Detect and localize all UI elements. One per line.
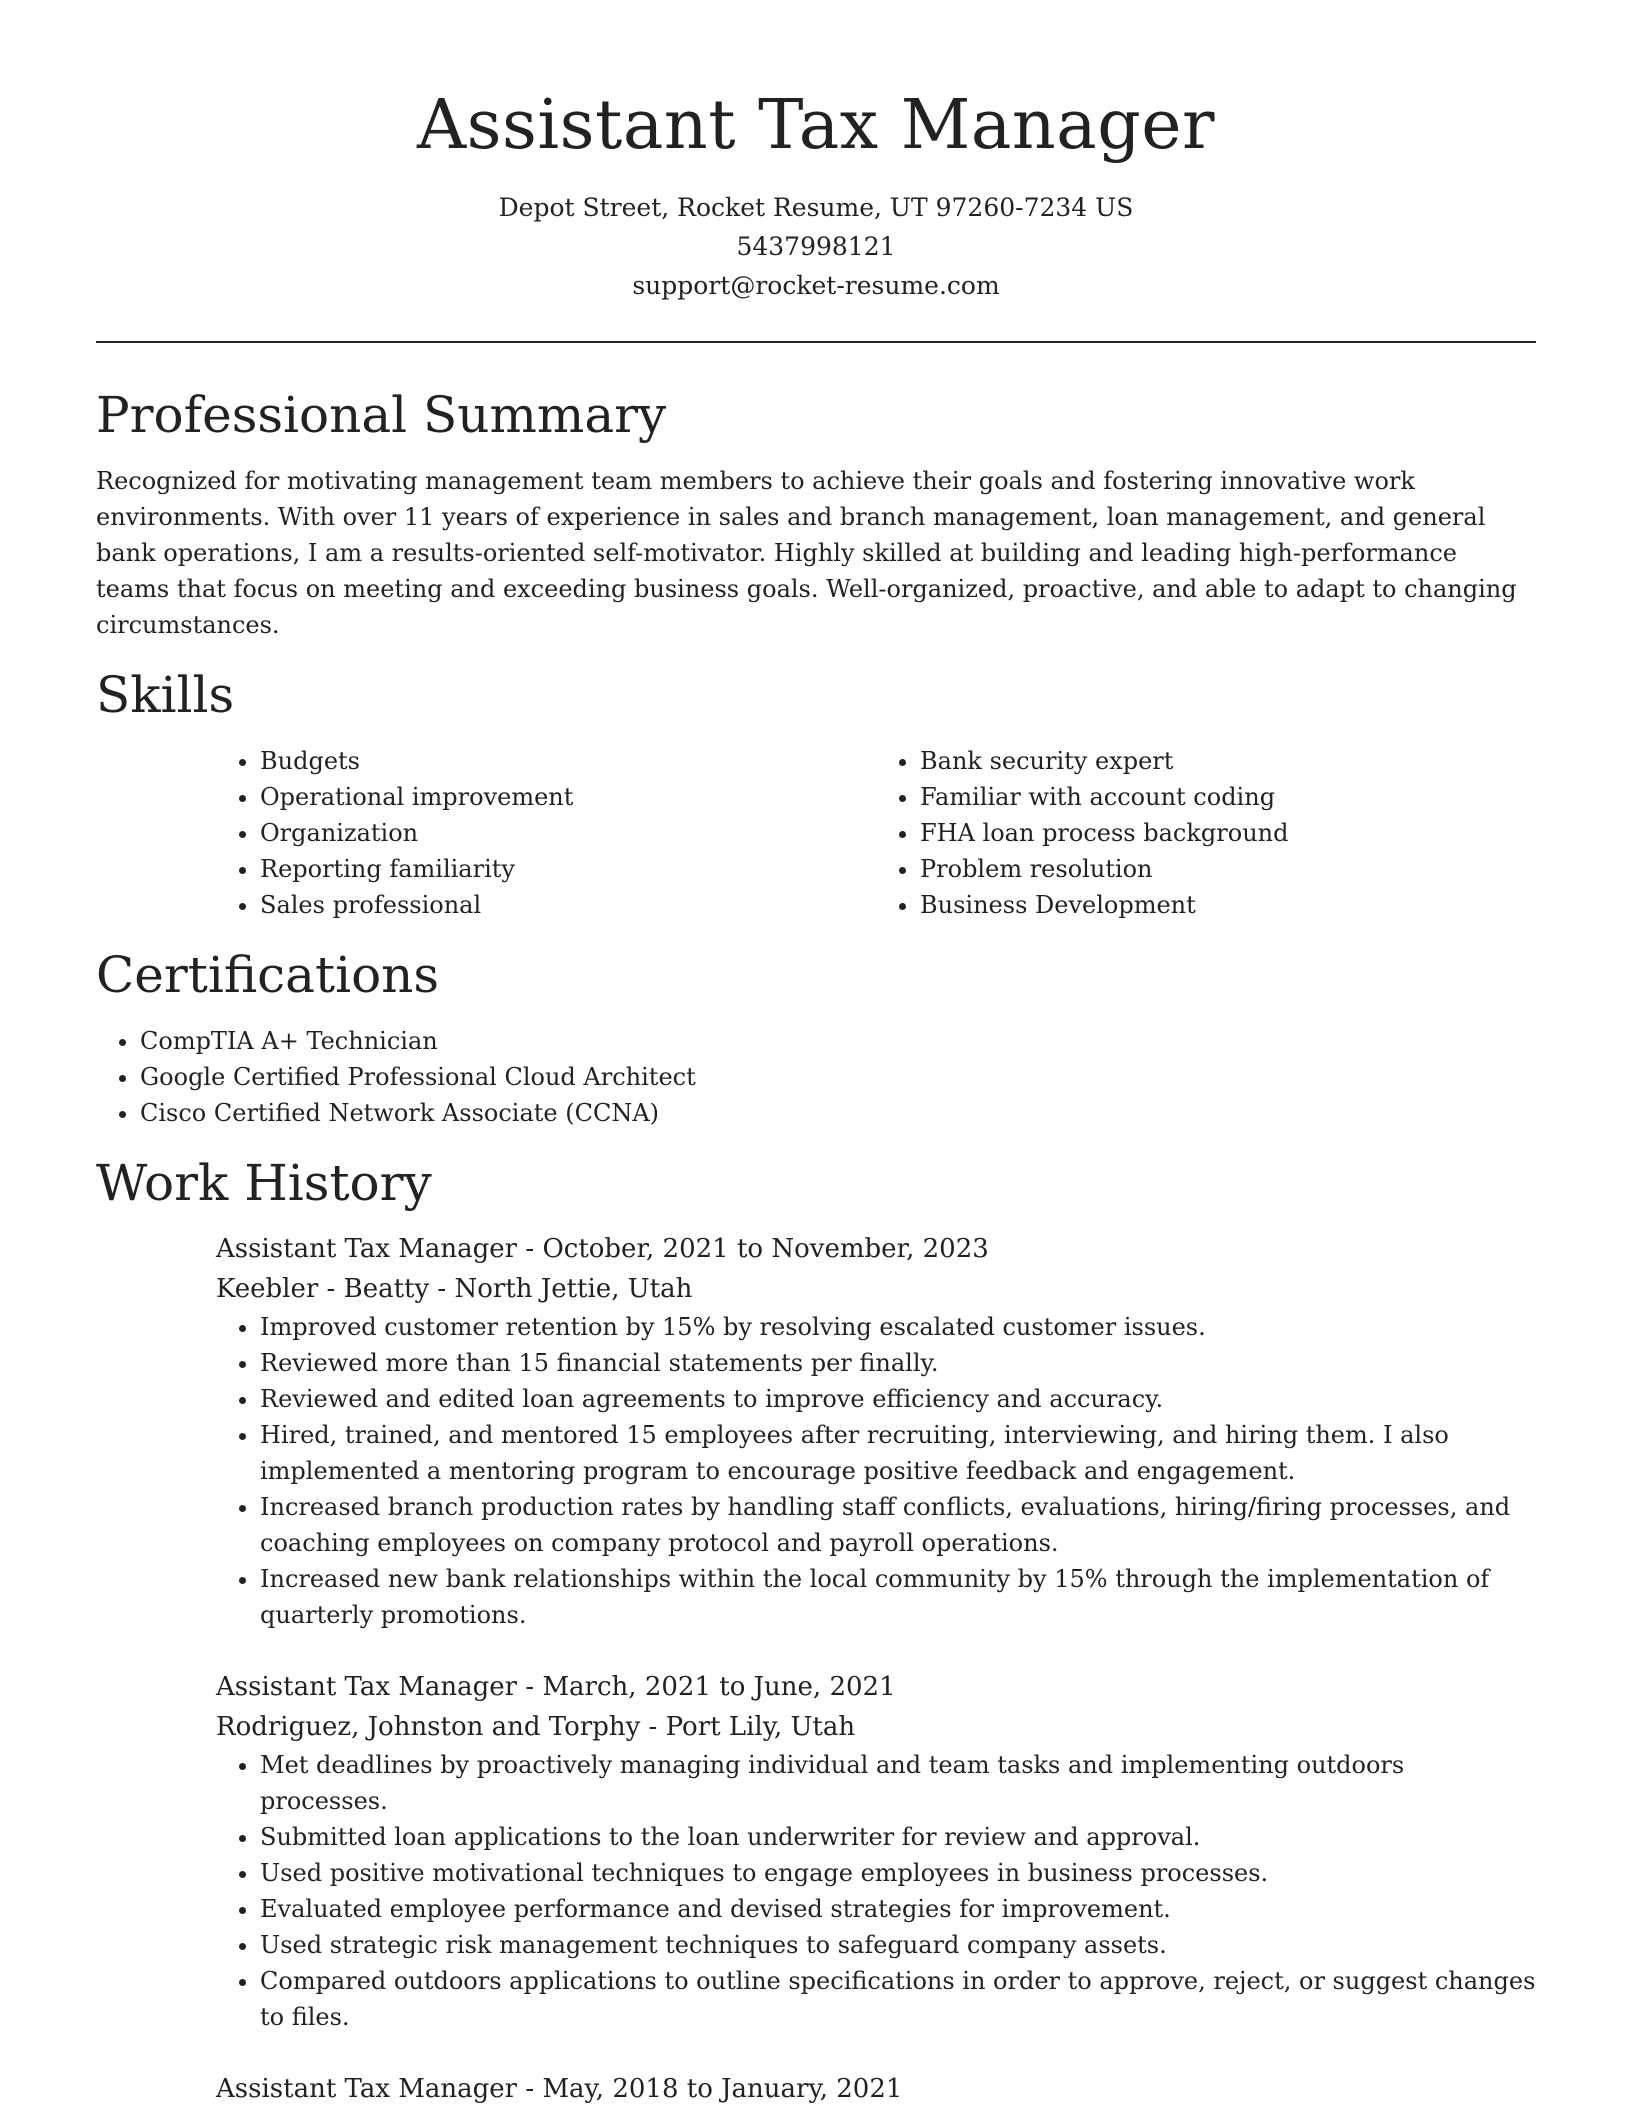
- job-title-line: Assistant Tax Manager - October, 2021 to November, 2023: [216, 1234, 989, 1264]
- job-title: Assistant Tax Manager: [216, 1234, 518, 1264]
- skills-list-left: [216, 743, 876, 923]
- job-title: Assistant Tax Manager: [216, 2074, 518, 2104]
- job-bullet: • Reviewed and edited loan agreements to improve efficiency and accuracy.: [260, 1381, 1536, 1417]
- work-history-section: [96, 1153, 1536, 2109]
- job-bullet: • Used strategic risk management techniques to safeguard company assets.: [260, 1927, 1536, 1963]
- email: support@rocket-resume.com: [632, 271, 1000, 300]
- job-bullet: • Evaluated employee performance and devised strategies for improvement.: [260, 1891, 1536, 1927]
- skill-item: • Reporting familiarity: [260, 851, 876, 887]
- job-bullet: • Reviewed more than 15 financial statements per finally.: [260, 1345, 1536, 1381]
- job-bullet: • Improved customer retention by 15% by resolving escalated customer issues.: [260, 1309, 1536, 1345]
- skill-item: • Sales professional: [260, 887, 876, 923]
- job-company-line: Rodriguez, Johnston and Torphy - Port Lily, Utah: [216, 1712, 856, 1742]
- phone: 5437998121: [736, 232, 896, 261]
- certification-item: • Cisco Certified Network Associate (CCNA): [140, 1095, 1536, 1131]
- job-bullets: [216, 1747, 1536, 2035]
- work-history-heading: Work History: [96, 1154, 432, 1212]
- certifications-heading: Certifications: [96, 946, 440, 1004]
- job-title-line: Assistant Tax Manager - May, 2018 to January, 2021: [216, 2074, 903, 2104]
- skill-item: • Organization: [260, 815, 876, 851]
- job-company: Rodriguez, Johnston and Torphy: [216, 1712, 641, 1742]
- skill-item: • Operational improvement: [260, 779, 876, 815]
- skill-item: • Familiar with account coding: [920, 779, 1536, 815]
- skill-item: • FHA loan process background: [920, 815, 1536, 851]
- header-divider: [96, 341, 1536, 343]
- job-entry: [216, 2069, 1536, 2109]
- certification-item: • CompTIA A+ Technician: [140, 1023, 1536, 1059]
- job-bullet: • Increased branch production rates by handling staff conflicts, evaluations, hiring/firing processes, and coaching employees on company protocol and payroll operations.: [260, 1489, 1536, 1561]
- certifications-section: [96, 945, 1536, 1131]
- job-bullet: • Submitted loan applications to the loan underwriter for review and approval.: [260, 1819, 1536, 1855]
- job-entry: [216, 1229, 1536, 1633]
- summary-text: Recognized for motivating management team members to achieve their goals and fostering innovative work environments. With over 11 years of experience in sales and branch management, loan management, and general bank operations, I am a results-oriented self-motivator. Highly skilled at building and leading high-performance teams that focus on meeting and exceeding business goals. Well-organized, proactive, and able to adapt to changing circumstances.: [96, 467, 1517, 639]
- job-dates: March, 2021 to June, 2021: [542, 1672, 896, 1702]
- certification-item: • Google Certified Professional Cloud Architect: [140, 1059, 1536, 1095]
- job-bullet: • Increased new bank relationships within the local community by 15% through the implementation of quarterly promotions.: [260, 1561, 1536, 1633]
- skill-item: • Budgets: [260, 743, 876, 779]
- skill-item: • Bank security expert: [920, 743, 1536, 779]
- job-title-line: Assistant Tax Manager - March, 2021 to June, 2021: [216, 1672, 896, 1702]
- address: Depot Street, Rocket Resume, UT 97260-7234 US: [498, 193, 1134, 222]
- job-dates: May, 2018 to January, 2021: [542, 2074, 903, 2104]
- job-bullet: • Compared outdoors applications to outline specifications in order to approve, reject, or suggest changes to files.: [260, 1963, 1536, 2035]
- skill-item: • Business Development: [920, 887, 1536, 923]
- contact-info: [0, 188, 1632, 305]
- job-bullets: [216, 1309, 1536, 1633]
- skills-heading: Skills: [96, 666, 235, 724]
- summary-section: [96, 385, 1536, 643]
- job-title: Assistant Tax Manager: [216, 1672, 518, 1702]
- job-entry: [216, 1667, 1536, 2035]
- job-location: North Jettie, Utah: [454, 1274, 693, 1304]
- skills-list-right: [876, 743, 1536, 923]
- job-company: Keebler - Beatty: [216, 1274, 430, 1304]
- skill-item: • Problem resolution: [920, 851, 1536, 887]
- resume-header: [0, 0, 1632, 305]
- certifications-list: [96, 1023, 1536, 1131]
- summary-heading: Professional Summary: [96, 386, 667, 444]
- skills-section: [96, 665, 1536, 923]
- job-bullet: • Met deadlines by proactively managing individual and team tasks and implementing outdoors processes.: [260, 1747, 1536, 1819]
- candidate-name: Assistant Tax Manager: [416, 86, 1215, 165]
- job-company-line: Keebler - Beatty - North Jettie, Utah: [216, 1274, 693, 1304]
- job-location: Port Lily, Utah: [665, 1712, 856, 1742]
- job-bullet: • Used positive motivational techniques to engage employees in business processes.: [260, 1855, 1536, 1891]
- job-bullet: • Hired, trained, and mentored 15 employees after recruiting, interviewing, and hiring them. I also implemented a mentoring program to encourage positive feedback and engagement.: [260, 1417, 1536, 1489]
- job-dates: October, 2021 to November, 2023: [542, 1234, 989, 1264]
- skills-columns: [216, 743, 1536, 923]
